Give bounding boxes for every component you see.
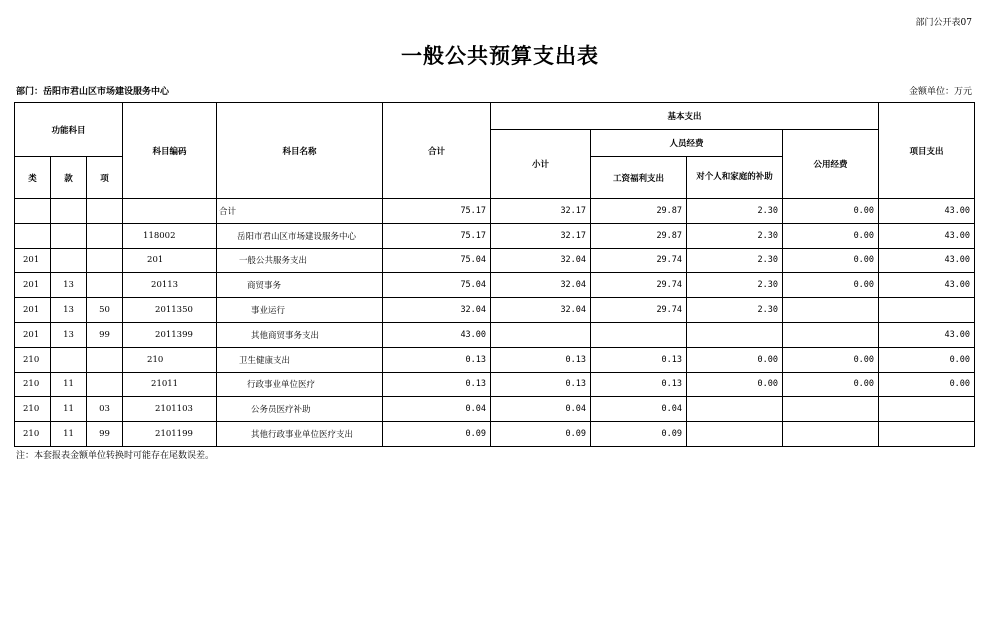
header-func-subject: 功能科目 [15, 103, 123, 157]
salary-cell: 0.13 [591, 347, 687, 372]
xiang-cell: 03 [87, 397, 123, 422]
public-cell: 0.00 [783, 199, 879, 224]
name-cell: 其他商贸事务支出 [217, 322, 383, 347]
total-cell: 32.04 [383, 298, 491, 323]
table-row [15, 199, 975, 224]
public-cell [783, 397, 879, 422]
header-subtotal: 小计 [491, 130, 591, 199]
family-subsidy-cell: 0.00 [687, 372, 783, 397]
code-cell: 201 [123, 248, 217, 273]
lei-cell [15, 199, 51, 224]
form-number: 部门公开表07 [915, 18, 972, 28]
name-cell: 岳阳市君山区市场建设服务中心 [217, 223, 383, 248]
public-cell [783, 422, 879, 447]
lei-cell [15, 223, 51, 248]
total-cell: 75.17 [383, 199, 491, 224]
code-cell: 2101199 [123, 422, 217, 447]
xiang-cell [87, 347, 123, 372]
xiang-cell [87, 223, 123, 248]
xiang-cell: 99 [87, 422, 123, 447]
table-row [15, 347, 975, 372]
lei-cell: 201 [15, 298, 51, 323]
total-cell: 0.09 [383, 422, 491, 447]
lei-cell: 210 [15, 422, 51, 447]
table-row [15, 372, 975, 397]
lei-cell: 201 [15, 273, 51, 298]
lei-cell: 201 [15, 248, 51, 273]
header-name: 科目名称 [217, 103, 383, 199]
salary-cell: 29.74 [591, 273, 687, 298]
kuan-cell: 11 [51, 372, 87, 397]
subtotal-cell: 32.17 [491, 199, 591, 224]
header-xiang: 项 [87, 157, 123, 199]
lei-cell: 210 [15, 397, 51, 422]
family-subsidy-cell [687, 422, 783, 447]
project-cell: 43.00 [879, 223, 975, 248]
xiang-cell [87, 248, 123, 273]
name-cell: 行政事业单位医疗 [217, 372, 383, 397]
salary-cell: 0.13 [591, 372, 687, 397]
header-personnel: 人员经费 [591, 130, 783, 157]
name-cell: 卫生健康支出 [217, 347, 383, 372]
lei-cell: 201 [15, 322, 51, 347]
kuan-cell: 11 [51, 397, 87, 422]
xiang-cell: 50 [87, 298, 123, 323]
project-cell [879, 422, 975, 447]
project-cell: 43.00 [879, 199, 975, 224]
kuan-cell: 13 [51, 273, 87, 298]
family-subsidy-cell: 0.00 [687, 347, 783, 372]
kuan-cell: 13 [51, 322, 87, 347]
subtotal-cell: 32.04 [491, 248, 591, 273]
subtotal-cell: 0.09 [491, 422, 591, 447]
code-cell: 20113 [123, 273, 217, 298]
table-row [15, 223, 975, 248]
project-cell: 43.00 [879, 248, 975, 273]
name-cell: 事业运行 [217, 298, 383, 323]
project-cell: 43.00 [879, 273, 975, 298]
code-cell: 2101103 [123, 397, 217, 422]
project-cell: 0.00 [879, 372, 975, 397]
table-row [15, 397, 975, 422]
total-cell: 75.17 [383, 223, 491, 248]
name-cell: 商贸事务 [217, 273, 383, 298]
header-total: 合计 [383, 103, 491, 199]
kuan-cell: 13 [51, 298, 87, 323]
xiang-cell [87, 273, 123, 298]
header-family-subsidy: 对个人和家庭的补助 [687, 157, 783, 199]
public-cell: 0.00 [783, 248, 879, 273]
total-cell: 43.00 [383, 322, 491, 347]
code-cell: 2011399 [123, 322, 217, 347]
salary-cell [591, 322, 687, 347]
salary-cell: 0.09 [591, 422, 687, 447]
header-code: 科目编码 [123, 103, 217, 199]
family-subsidy-cell [687, 397, 783, 422]
header-public: 公用经费 [783, 130, 879, 199]
family-subsidy-cell [687, 322, 783, 347]
subtotal-cell [491, 322, 591, 347]
header-basic: 基本支出 [491, 103, 879, 130]
project-cell [879, 397, 975, 422]
family-subsidy-cell: 2.30 [687, 223, 783, 248]
kuan-cell [51, 248, 87, 273]
public-cell: 0.00 [783, 223, 879, 248]
name-cell: 其他行政事业单位医疗支出 [217, 422, 383, 447]
code-cell: 118002 [123, 223, 217, 248]
header-lei: 类 [15, 157, 51, 199]
table-row [15, 273, 975, 298]
department-label: 部门：岳阳市君山区市场建设服务中心 [16, 87, 170, 97]
kuan-cell [51, 223, 87, 248]
total-cell: 0.13 [383, 372, 491, 397]
table-row [15, 422, 975, 447]
public-cell [783, 298, 879, 323]
code-cell: 21011 [123, 372, 217, 397]
total-cell: 75.04 [383, 273, 491, 298]
family-subsidy-cell: 2.30 [687, 248, 783, 273]
header-kuan: 款 [51, 157, 87, 199]
family-subsidy-cell: 2.30 [687, 298, 783, 323]
table-row [15, 248, 975, 273]
lei-cell: 210 [15, 372, 51, 397]
subtotal-cell: 32.17 [491, 223, 591, 248]
public-cell: 0.00 [783, 273, 879, 298]
total-cell: 0.13 [383, 347, 491, 372]
total-cell: 75.04 [383, 248, 491, 273]
xiang-cell: 99 [87, 322, 123, 347]
salary-cell: 0.04 [591, 397, 687, 422]
kuan-cell [51, 347, 87, 372]
project-cell [879, 298, 975, 323]
family-subsidy-cell: 2.30 [687, 273, 783, 298]
public-cell [783, 322, 879, 347]
xiang-cell [87, 199, 123, 224]
page-title: 一般公共预算支出表 [401, 44, 599, 68]
family-subsidy-cell: 2.30 [687, 199, 783, 224]
footnote: 注：本套报表金额单位转换时可能存在尾数误差。 [16, 451, 215, 461]
name-cell: 一般公共服务支出 [217, 248, 383, 273]
project-cell: 0.00 [879, 347, 975, 372]
public-cell: 0.00 [783, 372, 879, 397]
header-project: 项目支出 [879, 103, 975, 199]
xiang-cell [87, 372, 123, 397]
total-cell: 0.04 [383, 397, 491, 422]
salary-cell: 29.74 [591, 298, 687, 323]
kuan-cell [51, 199, 87, 224]
subtotal-cell: 32.04 [491, 273, 591, 298]
subtotal-cell: 0.13 [491, 372, 591, 397]
public-cell: 0.00 [783, 347, 879, 372]
budget-table [14, 102, 975, 447]
code-cell: 2011350 [123, 298, 217, 323]
table-row [15, 322, 975, 347]
code-cell: 210 [123, 347, 217, 372]
project-cell: 43.00 [879, 322, 975, 347]
salary-cell: 29.87 [591, 199, 687, 224]
code-cell [123, 199, 217, 224]
unit-label: 金额单位：万元 [908, 87, 972, 97]
header-salary: 工资福利支出 [591, 157, 687, 199]
subtotal-cell: 0.04 [491, 397, 591, 422]
name-cell: 合计 [217, 199, 383, 224]
salary-cell: 29.74 [591, 248, 687, 273]
subtotal-cell: 0.13 [491, 347, 591, 372]
table-row [15, 298, 975, 323]
lei-cell: 210 [15, 347, 51, 372]
kuan-cell: 11 [51, 422, 87, 447]
name-cell: 公务员医疗补助 [217, 397, 383, 422]
salary-cell: 29.87 [591, 223, 687, 248]
subtotal-cell: 32.04 [491, 298, 591, 323]
